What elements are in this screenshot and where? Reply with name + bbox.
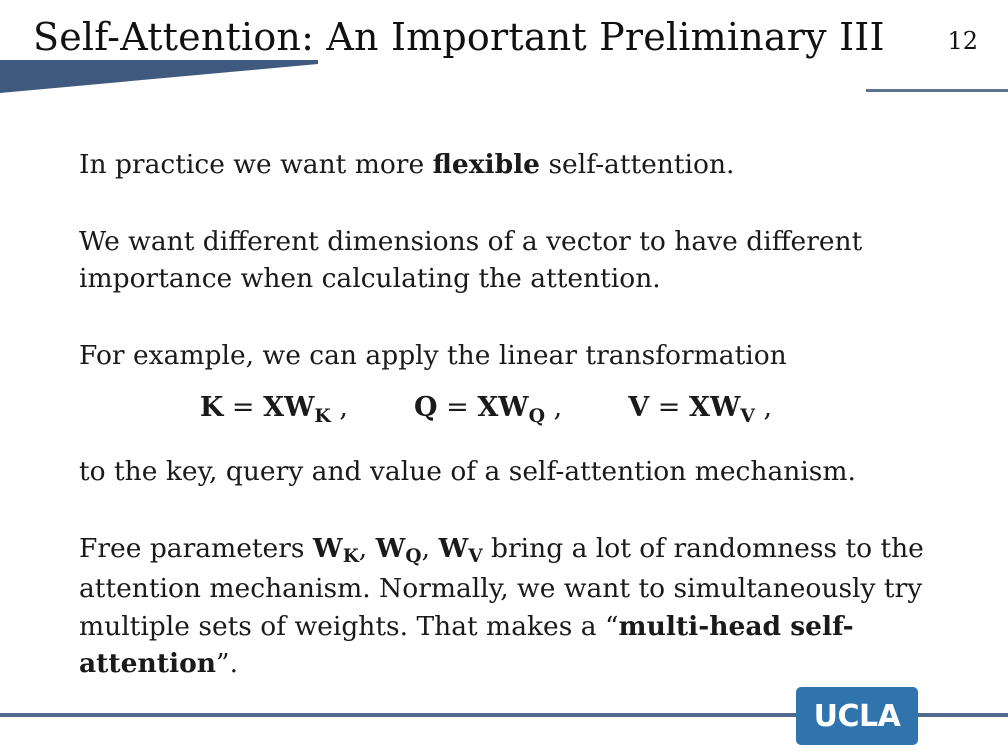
header-rule — [866, 89, 1008, 92]
eq-v-equals: = — [649, 392, 689, 423]
paragraph-example: For example, we can apply the linear transformation — [79, 339, 787, 371]
equation-v — [628, 388, 772, 430]
eq-k-lhs: K — [199, 392, 224, 423]
eq-v-subscript: V — [740, 405, 755, 428]
equation-k — [200, 388, 348, 430]
paragraph-dimensions: We want different dimensions of a vector to have different importance when calculating the attention. — [79, 225, 863, 294]
p5-end: ”. — [216, 648, 239, 679]
eq-k-sep: , — [330, 392, 348, 423]
p5-w1: W — [312, 532, 343, 564]
p5-middle: bring a lot of randomness to the attention mechanism. Normally, we want to simultaneously try multiple sets of weights. That makes a “ — [79, 532, 924, 642]
eq-v-rhs: XW — [689, 392, 741, 423]
eq-q-lhs: Q — [414, 392, 438, 423]
eq-v-lhs: V — [628, 392, 650, 423]
paragraph-flexible — [79, 146, 959, 184]
paragraph-key-query-value: to the key, query and value of a self-attention mechanism. — [79, 456, 856, 487]
header-accent-band — [0, 58, 330, 94]
slide-body — [79, 146, 959, 683]
page-number: 12 — [947, 27, 978, 55]
eq-v-sep: , — [754, 392, 773, 423]
paragraph-free-parameters — [79, 530, 959, 683]
p5-start: Free parameters — [79, 532, 313, 564]
ucla-logo: UCLA — [796, 687, 918, 745]
p1-text-before: In practice we want more — [79, 149, 433, 180]
p5-w2: W — [375, 532, 406, 564]
eq-k-rhs: XW — [263, 392, 315, 423]
slide-title: Self-Attention: An Important Preliminary III — [33, 15, 885, 59]
eq-k-subscript: K — [314, 405, 331, 428]
eq-q-subscript: Q — [528, 405, 546, 428]
linear-transform-equations — [79, 388, 959, 430]
equation-q — [414, 388, 562, 430]
p5-comma1: , — [358, 532, 376, 564]
p1-text-after: self-attention. — [540, 149, 735, 180]
p5-w1-subscript: K — [342, 546, 359, 568]
p5-w3: W — [438, 532, 469, 564]
eq-q-equals: = — [437, 392, 478, 423]
eq-q-rhs: XW — [477, 392, 529, 423]
p5-comma2: , — [421, 532, 439, 564]
p5-bold-multi-head: multi-head self-attention — [79, 610, 854, 679]
p5-w3-subscript: V — [468, 546, 483, 568]
p1-bold-flexible: flexible — [432, 149, 541, 180]
p5-w2-subscript: Q — [405, 546, 422, 568]
eq-k-equals: = — [223, 392, 264, 423]
eq-q-sep: , — [545, 392, 563, 423]
